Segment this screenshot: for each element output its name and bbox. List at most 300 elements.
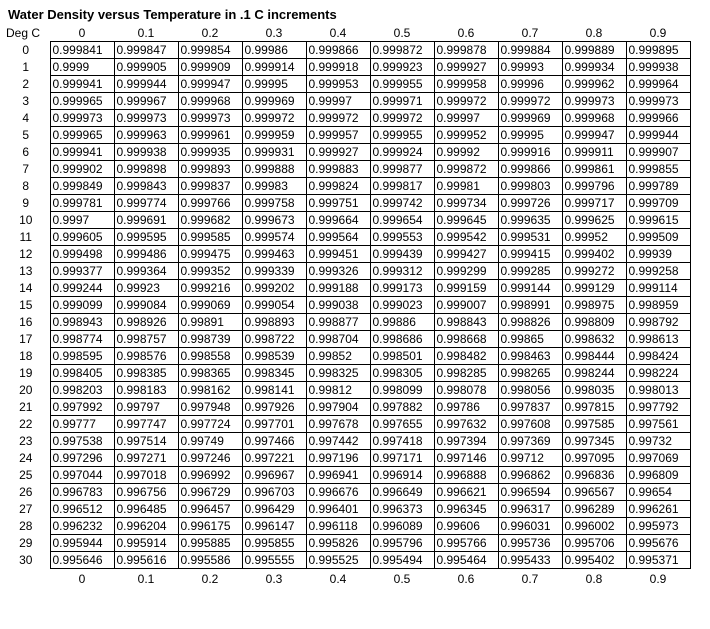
density-cell: 0.995973	[626, 518, 690, 535]
density-cell: 0.999691	[114, 212, 178, 229]
density-cell: 0.997171	[370, 450, 434, 467]
density-cell: 0.999969	[242, 93, 306, 110]
density-cell: 0.999084	[114, 297, 178, 314]
density-cell: 0.999923	[370, 59, 434, 76]
density-cell: 0.999962	[562, 76, 626, 93]
table-row	[2, 416, 690, 433]
density-cell: 0.999877	[370, 161, 434, 178]
density-cell: 0.998305	[370, 365, 434, 382]
footer-blank	[2, 569, 50, 590]
row-temperature: 10	[19, 213, 33, 227]
density-cell: 0.999889	[562, 42, 626, 59]
density-cell: 0.999959	[242, 127, 306, 144]
density-cell: 0.999377	[50, 263, 114, 280]
density-cell: 0.99606	[434, 518, 498, 535]
density-cell: 0.999973	[50, 110, 114, 127]
column-header: 0	[78, 26, 86, 40]
density-cell: 0.998325	[306, 365, 370, 382]
density-cell: 0.999961	[178, 127, 242, 144]
table-row	[2, 144, 690, 161]
density-cell: 0.997394	[434, 433, 498, 450]
density-cell: 0.999973	[626, 93, 690, 110]
density-cell: 0.998843	[434, 314, 498, 331]
density-cell: 0.995944	[50, 535, 114, 552]
density-cell: 0.998078	[434, 382, 498, 399]
density-cell: 0.99923	[114, 280, 178, 297]
density-cell: 0.999972	[434, 93, 498, 110]
density-cell: 0.995525	[306, 552, 370, 569]
row-temperature: 16	[19, 315, 33, 329]
column-header: 0.8	[585, 26, 603, 40]
density-cell: 0.997466	[242, 433, 306, 450]
density-cell: 0.995464	[434, 552, 498, 569]
row-temperature: 15	[19, 298, 33, 312]
density-cell: 0.999654	[370, 212, 434, 229]
density-cell: 0.998099	[370, 382, 434, 399]
density-cell: 0.999796	[562, 178, 626, 195]
density-cell: 0.997271	[114, 450, 178, 467]
density-cell: 0.999907	[626, 144, 690, 161]
density-cell: 0.998482	[434, 348, 498, 365]
density-cell: 0.999883	[306, 161, 370, 178]
density-cell: 0.999364	[114, 263, 178, 280]
density-cell: 0.999935	[178, 144, 242, 161]
density-cell: 0.998826	[498, 314, 562, 331]
density-cell: 0.999272	[562, 263, 626, 280]
density-cell: 0.999941	[50, 76, 114, 93]
density-cell: 0.997345	[562, 433, 626, 450]
density-cell: 0.999054	[242, 297, 306, 314]
density-cell: 0.998739	[178, 331, 242, 348]
density-cell: 0.999847	[114, 42, 178, 59]
density-cell: 0.99886	[370, 314, 434, 331]
density-cell: 0.99712	[498, 450, 562, 467]
density-cell: 0.999542	[434, 229, 498, 246]
density-cell: 0.999069	[178, 297, 242, 314]
table-row	[2, 348, 690, 365]
density-cell: 0.99749	[178, 433, 242, 450]
density-cell: 0.995914	[114, 535, 178, 552]
density-cell: 0.996512	[50, 501, 114, 518]
density-cell: 0.999973	[178, 110, 242, 127]
density-cell: 0.997514	[114, 433, 178, 450]
density-cell: 0.997837	[498, 399, 562, 416]
density-cell: 0.995766	[434, 535, 498, 552]
column-footer: 0.2	[201, 572, 219, 586]
column-footer: 0.1	[137, 572, 155, 586]
density-cell: 0.995586	[178, 552, 242, 569]
density-cell: 0.996862	[498, 467, 562, 484]
table-row	[2, 450, 690, 467]
density-cell: 0.998183	[114, 382, 178, 399]
density-cell: 0.99777	[50, 416, 114, 433]
density-cell: 0.999023	[370, 297, 434, 314]
column-footer: 0.4	[329, 572, 347, 586]
density-cell: 0.99939	[626, 246, 690, 263]
density-cell: 0.995616	[114, 552, 178, 569]
table-row	[2, 59, 690, 76]
density-cell: 0.997926	[242, 399, 306, 416]
density-cell: 0.999944	[114, 76, 178, 93]
density-cell: 0.996289	[562, 501, 626, 518]
density-cell: 0.999574	[242, 229, 306, 246]
density-cell: 0.99986	[242, 42, 306, 59]
density-cell: 0.999966	[626, 110, 690, 127]
column-header: 0.9	[649, 26, 667, 40]
density-cell: 0.998203	[50, 382, 114, 399]
density-cell: 0.998959	[626, 297, 690, 314]
density-cell: 0.99952	[562, 229, 626, 246]
density-cell: 0.99992	[434, 144, 498, 161]
column-footer: 0.8	[585, 572, 603, 586]
column-footer: 0	[78, 572, 86, 586]
table-row	[2, 501, 690, 518]
table-row	[2, 263, 690, 280]
density-cell: 0.999299	[434, 263, 498, 280]
density-cell: 0.996941	[306, 467, 370, 484]
table-row	[2, 467, 690, 484]
density-cell: 0.995494	[370, 552, 434, 569]
density-table	[2, 25, 691, 589]
density-cell: 0.999968	[178, 93, 242, 110]
density-cell: 0.999944	[626, 127, 690, 144]
row-temperature: 11	[19, 230, 32, 244]
density-cell: 0.9999	[50, 59, 114, 76]
density-cell: 0.996621	[434, 484, 498, 501]
density-cell: 0.997792	[626, 399, 690, 416]
density-cell: 0.996147	[242, 518, 306, 535]
density-cell: 0.999955	[370, 127, 434, 144]
density-cell: 0.999038	[306, 297, 370, 314]
row-temperature: 26	[19, 485, 33, 499]
density-cell: 0.996232	[50, 518, 114, 535]
density-cell: 0.999902	[50, 161, 114, 178]
density-cell: 0.99996	[498, 76, 562, 93]
density-cell: 0.997701	[242, 416, 306, 433]
density-cell: 0.996756	[114, 484, 178, 501]
table-row	[2, 42, 690, 59]
density-cell: 0.999531	[498, 229, 562, 246]
row-temperature: 9	[22, 196, 30, 210]
density-cell: 0.998224	[626, 365, 690, 382]
density-cell: 0.997442	[306, 433, 370, 450]
density-cell: 0.999258	[626, 263, 690, 280]
density-cell: 0.995826	[306, 535, 370, 552]
density-cell: 0.997018	[114, 467, 178, 484]
density-cell: 0.996401	[306, 501, 370, 518]
density-cell: 0.998809	[562, 314, 626, 331]
density-cell: 0.997561	[626, 416, 690, 433]
density-cell: 0.999312	[370, 263, 434, 280]
density-cell: 0.999861	[562, 161, 626, 178]
density-cell: 0.999854	[178, 42, 242, 59]
table-row	[2, 178, 690, 195]
density-cell: 0.999916	[498, 144, 562, 161]
density-cell: 0.999941	[50, 144, 114, 161]
density-cell: 0.998686	[370, 331, 434, 348]
density-cell: 0.99852	[306, 348, 370, 365]
density-cell: 0.99654	[626, 484, 690, 501]
column-header: 0.5	[393, 26, 411, 40]
density-cell: 0.998013	[626, 382, 690, 399]
table-row	[2, 161, 690, 178]
density-cell: 0.999965	[50, 127, 114, 144]
density-cell: 0.996317	[498, 501, 562, 518]
row-temperature: 6	[22, 145, 30, 159]
density-cell: 0.99732	[626, 433, 690, 450]
density-cell: 0.998424	[626, 348, 690, 365]
density-cell: 0.999866	[306, 42, 370, 59]
row-temperature: 13	[19, 264, 33, 278]
density-cell: 0.999774	[114, 195, 178, 212]
table-row	[2, 484, 690, 501]
density-cell: 0.997418	[370, 433, 434, 450]
density-cell: 0.999159	[434, 280, 498, 297]
density-cell: 0.997882	[370, 399, 434, 416]
column-header: 0.6	[457, 26, 475, 40]
density-cell: 0.998704	[306, 331, 370, 348]
density-cell: 0.999972	[498, 93, 562, 110]
density-cell: 0.997815	[562, 399, 626, 416]
row-temperature: 2	[22, 77, 30, 91]
row-temperature: 17	[19, 332, 33, 346]
density-cell: 0.999849	[50, 178, 114, 195]
density-cell: 0.999099	[50, 297, 114, 314]
row-temperature: 19	[19, 366, 33, 380]
density-cell: 0.996345	[434, 501, 498, 518]
density-cell: 0.999963	[114, 127, 178, 144]
density-cell: 0.997369	[498, 433, 562, 450]
density-cell: 0.999931	[242, 144, 306, 161]
density-cell: 0.998613	[626, 331, 690, 348]
density-cell: 0.995706	[562, 535, 626, 552]
density-cell: 0.999427	[434, 246, 498, 263]
density-cell: 0.997095	[562, 450, 626, 467]
density-cell: 0.995555	[242, 552, 306, 569]
density-cell: 0.999938	[114, 144, 178, 161]
column-footer: 0.7	[521, 572, 539, 586]
density-cell: 0.998943	[50, 314, 114, 331]
density-cell: 0.99983	[242, 178, 306, 195]
table-row	[2, 331, 690, 348]
density-cell: 0.996809	[626, 467, 690, 484]
density-cell: 0.999635	[498, 212, 562, 229]
density-cell: 0.999938	[626, 59, 690, 76]
density-cell: 0.996836	[562, 467, 626, 484]
density-cell: 0.996031	[498, 518, 562, 535]
density-cell: 0.999129	[562, 280, 626, 297]
density-cell: 0.999758	[242, 195, 306, 212]
density-cell: 0.999339	[242, 263, 306, 280]
density-cell: 0.999947	[562, 127, 626, 144]
row-temperature: 0	[22, 43, 30, 57]
density-cell: 0.999415	[498, 246, 562, 263]
density-cell: 0.999664	[306, 212, 370, 229]
density-cell: 0.999726	[498, 195, 562, 212]
density-cell: 0.99891	[178, 314, 242, 331]
density-cell: 0.999789	[626, 178, 690, 195]
density-cell: 0.999615	[626, 212, 690, 229]
density-cell: 0.998757	[114, 331, 178, 348]
density-cell: 0.999969	[498, 110, 562, 127]
density-cell: 0.996261	[626, 501, 690, 518]
density-cell: 0.998501	[370, 348, 434, 365]
density-cell: 0.999475	[178, 246, 242, 263]
density-cell: 0.999326	[306, 263, 370, 280]
density-cell: 0.996373	[370, 501, 434, 518]
density-cell: 0.999244	[50, 280, 114, 297]
density-cell: 0.999498	[50, 246, 114, 263]
density-cell: 0.999766	[178, 195, 242, 212]
density-cell: 0.999188	[306, 280, 370, 297]
density-cell: 0.997992	[50, 399, 114, 416]
density-cell: 0.999285	[498, 263, 562, 280]
table-row	[2, 93, 690, 110]
density-cell: 0.996967	[242, 467, 306, 484]
density-cell: 0.999947	[178, 76, 242, 93]
density-cell: 0.999924	[370, 144, 434, 161]
density-cell: 0.99997	[306, 93, 370, 110]
table-row	[2, 110, 690, 127]
density-cell: 0.999605	[50, 229, 114, 246]
table-row	[2, 297, 690, 314]
table-row	[2, 365, 690, 382]
density-cell: 0.999878	[434, 42, 498, 59]
density-cell: 0.998035	[562, 382, 626, 399]
density-cell: 0.998141	[242, 382, 306, 399]
row-temperature: 14	[19, 281, 33, 295]
density-cell: 0.998162	[178, 382, 242, 399]
density-cell: 0.999972	[306, 110, 370, 127]
row-temperature: 23	[19, 434, 33, 448]
density-cell: 0.998926	[114, 314, 178, 331]
density-cell: 0.99981	[434, 178, 498, 195]
density-cell: 0.998632	[562, 331, 626, 348]
density-cell: 0.997747	[114, 416, 178, 433]
density-cell: 0.999872	[434, 161, 498, 178]
density-cell: 0.999952	[434, 127, 498, 144]
table-row	[2, 127, 690, 144]
density-cell: 0.999451	[306, 246, 370, 263]
row-temperature: 27	[19, 502, 33, 516]
density-cell: 0.998244	[562, 365, 626, 382]
row-temperature: 25	[19, 468, 33, 482]
table-row	[2, 229, 690, 246]
density-cell: 0.997655	[370, 416, 434, 433]
density-cell: 0.999965	[50, 93, 114, 110]
density-cell: 0.996175	[178, 518, 242, 535]
density-cell: 0.999898	[114, 161, 178, 178]
density-cell: 0.999824	[306, 178, 370, 195]
table-row	[2, 535, 690, 552]
density-cell: 0.997296	[50, 450, 114, 467]
density-cell: 0.999202	[242, 280, 306, 297]
density-cell: 0.995646	[50, 552, 114, 569]
density-cell: 0.998877	[306, 314, 370, 331]
density-cell: 0.997196	[306, 450, 370, 467]
density-cell: 0.999972	[242, 110, 306, 127]
density-cell: 0.9997	[50, 212, 114, 229]
density-cell: 0.996888	[434, 467, 498, 484]
density-cell: 0.999742	[370, 195, 434, 212]
density-cell: 0.99786	[434, 399, 498, 416]
density-cell: 0.999673	[242, 212, 306, 229]
density-cell: 0.998722	[242, 331, 306, 348]
table-row	[2, 552, 690, 569]
density-cell: 0.999007	[434, 297, 498, 314]
density-cell: 0.999817	[370, 178, 434, 195]
density-cell: 0.999893	[178, 161, 242, 178]
density-cell: 0.998893	[242, 314, 306, 331]
density-cell: 0.998539	[242, 348, 306, 365]
density-cell: 0.99797	[114, 399, 178, 416]
density-cell: 0.995855	[242, 535, 306, 552]
density-cell: 0.997678	[306, 416, 370, 433]
density-cell: 0.999645	[434, 212, 498, 229]
density-cell: 0.999927	[434, 59, 498, 76]
density-cell: 0.999958	[434, 76, 498, 93]
density-cell: 0.999781	[50, 195, 114, 212]
column-footer: 0.6	[457, 572, 475, 586]
density-cell: 0.999625	[562, 212, 626, 229]
row-temperature: 20	[19, 383, 33, 397]
table-row	[2, 382, 690, 399]
density-cell: 0.998595	[50, 348, 114, 365]
density-cell: 0.999352	[178, 263, 242, 280]
table-row	[2, 246, 690, 263]
density-cell: 0.997724	[178, 416, 242, 433]
density-cell: 0.996703	[242, 484, 306, 501]
density-cell: 0.997585	[562, 416, 626, 433]
density-cell: 0.99995	[242, 76, 306, 93]
density-cell: 0.999955	[370, 76, 434, 93]
density-cell: 0.995885	[178, 535, 242, 552]
density-cell: 0.999486	[114, 246, 178, 263]
density-cell: 0.999843	[114, 178, 178, 195]
density-cell: 0.998576	[114, 348, 178, 365]
density-cell: 0.996002	[562, 518, 626, 535]
density-cell: 0.999585	[178, 229, 242, 246]
density-cell: 0.99812	[306, 382, 370, 399]
density-cell: 0.999682	[178, 212, 242, 229]
density-cell: 0.997538	[50, 433, 114, 450]
density-cell: 0.995796	[370, 535, 434, 552]
density-cell: 0.999909	[178, 59, 242, 76]
density-cell: 0.999402	[562, 246, 626, 263]
density-cell: 0.99865	[498, 331, 562, 348]
density-cell: 0.997044	[50, 467, 114, 484]
table-row	[2, 433, 690, 450]
row-temperature: 28	[19, 519, 33, 533]
column-header: 0.2	[201, 26, 219, 40]
row-temperature: 24	[19, 451, 33, 465]
row-temperature: 3	[22, 94, 30, 108]
table-row	[2, 212, 690, 229]
density-cell: 0.996429	[242, 501, 306, 518]
density-cell: 0.999866	[498, 161, 562, 178]
density-cell: 0.999872	[370, 42, 434, 59]
density-cell: 0.999855	[626, 161, 690, 178]
column-footer: 0.3	[265, 572, 283, 586]
row-temperature: 8	[22, 179, 30, 193]
density-cell: 0.995736	[498, 535, 562, 552]
density-cell: 0.996729	[178, 484, 242, 501]
density-cell: 0.99993	[498, 59, 562, 76]
density-cell: 0.998975	[562, 297, 626, 314]
density-cell: 0.998056	[498, 382, 562, 399]
row-temperature: 5	[22, 128, 30, 142]
density-cell: 0.997632	[434, 416, 498, 433]
